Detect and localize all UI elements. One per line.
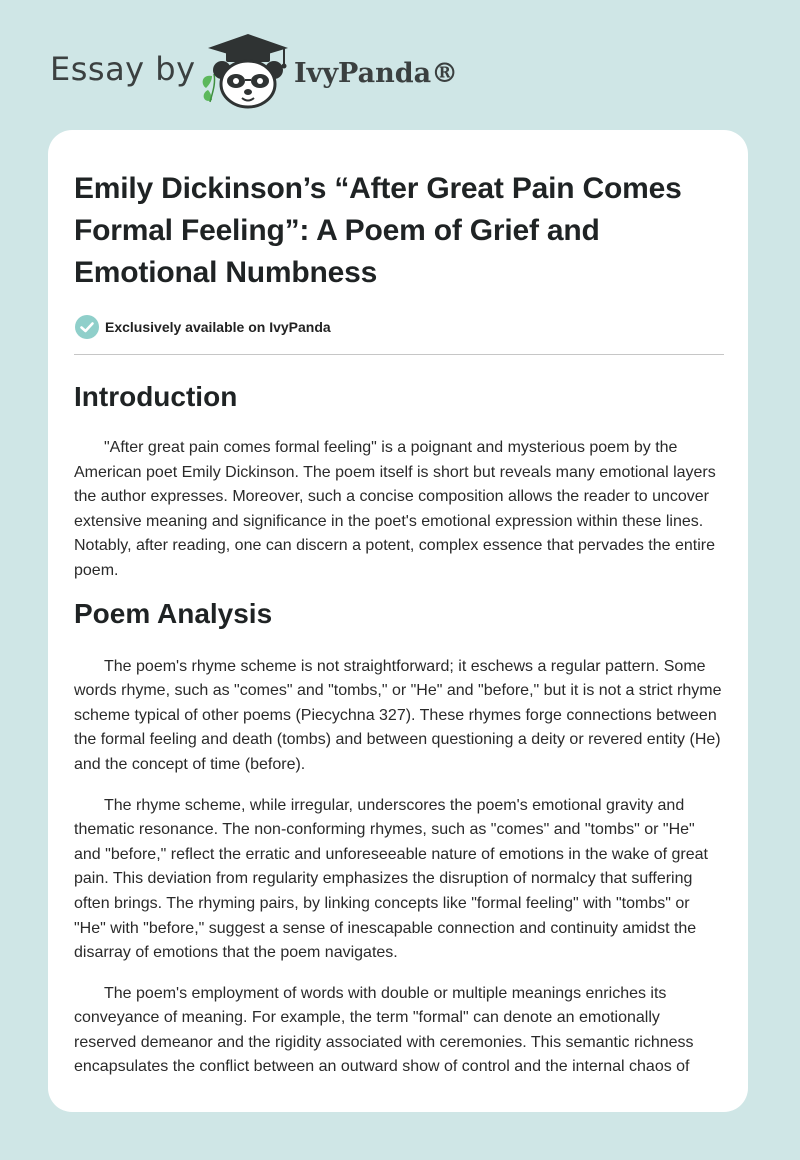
section-heading-introduction: Introduction bbox=[74, 381, 238, 412]
site-header bbox=[0, 0, 800, 130]
paragraph: The poem's rhyme scheme is not straightforward; it eschews a regular pattern. Some words rhyme, such as "comes" and "tombs," or "He" and "before," but it is not a strict rhyme scheme typical of other poems (Piecychna 327). These rhymes forge connections between the formal feeling and death (tombs) and between questioning a deity or revered entity (He) and the concept of time (before). bbox=[74, 657, 722, 773]
divider bbox=[74, 354, 724, 355]
section-heading-poem-analysis: Poem Analysis bbox=[74, 597, 273, 629]
paragraph: "After great pain comes formal feeling" is a poignant and mysterious poem by the American poet Emily Dickinson. The poem itself is short but reveals many emotional layers the author expresses. Moreover, such a concise composition allows the reader to uncover extensive meaning and significance in the poet's emotional expression within these lines. Notably, after reading, one can discern a potent, complex essence that pervades the entire poem. bbox=[74, 439, 716, 579]
article-card bbox=[48, 130, 748, 1112]
paragraph: The poem's employment of words with double or multiple meanings enriches its conveyance of meaning. For example, the term "formal" can denote an emotionally reserved demeanor and the rigidity associated with ceremonies. This semantic richness encapsulates the conflict between an outward show of control and the internal chaos of bbox=[74, 984, 694, 1076]
ivypanda-logo-icon[interactable] bbox=[198, 30, 290, 110]
brand-name[interactable]: IvyPanda® bbox=[294, 58, 459, 89]
checkmark-circle-icon bbox=[74, 314, 100, 340]
essay-by-label: Essay by bbox=[50, 50, 196, 88]
badge-label: Exclusively available on IvyPanda bbox=[105, 319, 331, 335]
paragraph: The rhyme scheme, while irregular, underscores the poem's emotional gravity and thematic resonance. The non-conforming rhymes, such as "comes" and "tombs" or "He" and "before," reflect the erratic and unforeseeable nature of emotions in the wake of great pain. This deviation from regularity emphasizes the disruption of normalcy that suffering often brings. The rhyming pairs, by linking concepts like "formal feeling" with "tombs" or "He" with "before," suggest a sense of inescapable connection and continuity amidst the disarray of emotions that the poem navigates. bbox=[74, 796, 708, 962]
article-body bbox=[74, 168, 724, 1080]
article-title: Emily Dickinson’s “After Great Pain Comes Formal Feeling”: A Poem of Grief and Emotional Numbness bbox=[74, 172, 682, 289]
exclusive-badge bbox=[74, 314, 724, 340]
